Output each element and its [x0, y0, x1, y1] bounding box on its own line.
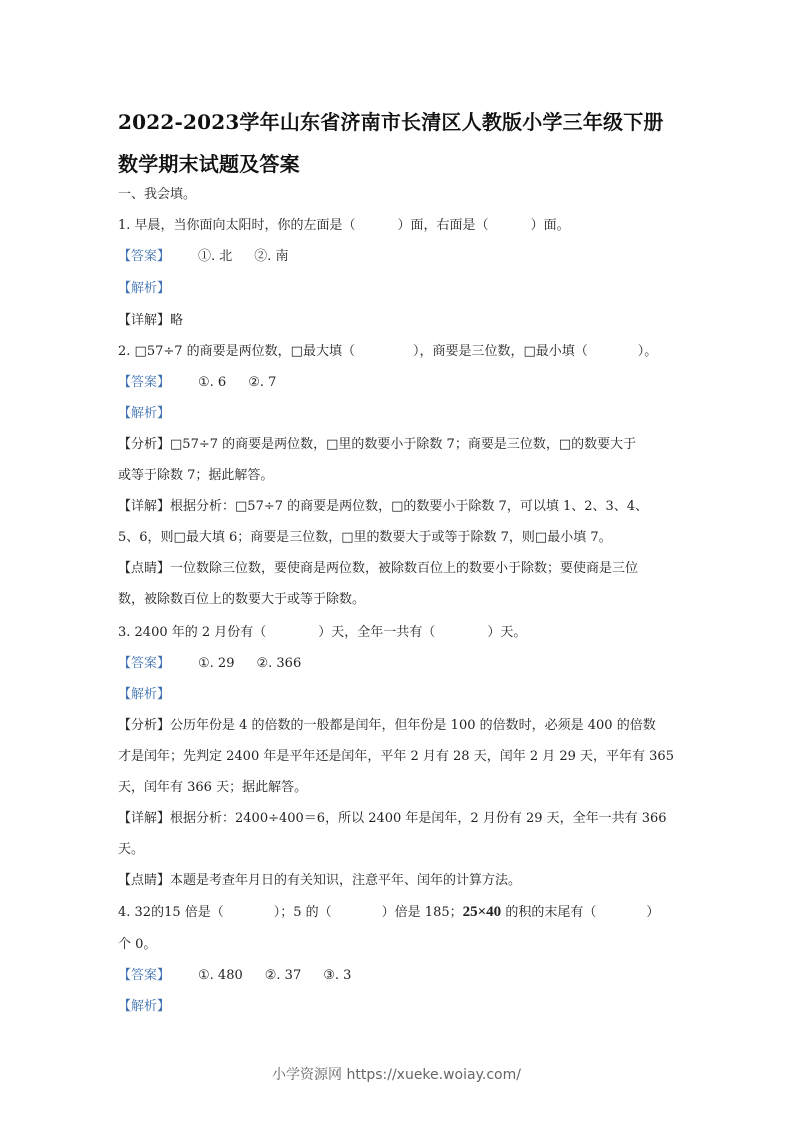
stem-part: ），商要是三位数，□最小填（ — [412, 344, 588, 359]
detail-label: 【详解】 — [118, 313, 171, 328]
stem-part: ）天，全年一共有（ — [318, 625, 436, 640]
question-3-analysis — [118, 718, 656, 734]
stem-part: 1. 早晨，当你面向太阳时，你的左面是（ — [118, 218, 356, 233]
detail-text: 略 — [170, 313, 184, 328]
answer-item: ①. 北 — [198, 249, 233, 264]
stem-part: 2. □57÷7 的商要是两位数，□最大填（ — [118, 344, 355, 359]
detail-label: 【详解】 — [118, 499, 171, 514]
stem-part: 3. 2400 年的 2 月份有（ — [118, 625, 267, 640]
question-4-stem — [118, 904, 659, 921]
answer-item: ①. 480 — [198, 968, 243, 983]
tip-text: 本题是考查年月日的有关知识，注意平年、闰年的计算方法。 — [170, 873, 522, 888]
answer-item: ①. 29 — [198, 656, 235, 671]
question-3-detail-cont: 天。 — [118, 842, 145, 857]
question-3-analysis-cont2: 天，闰年有 366 天；据此解答。 — [118, 780, 308, 795]
question-3-answer — [118, 656, 301, 672]
question-1-detail — [118, 313, 183, 329]
question-2-detail-cont: 5、6，则□最大填 6；商要是三位数，□里的数要大于或等于除数 7，则□最小填 7。 — [118, 530, 612, 545]
tip-label: 【点睛】 — [118, 873, 171, 888]
footer-watermark: 小学资源网 https://xueke.woiay.com/ — [272, 1067, 521, 1083]
question-2-stem — [118, 344, 657, 360]
question-2-analysis-label: 【解析】 — [118, 406, 171, 421]
question-2-tip-cont: 数，被除数百位上的数要大于或等于除数。 — [118, 592, 366, 607]
stem-part: ）倍是 185； — [381, 905, 463, 920]
answer-item: ②. 37 — [264, 968, 302, 983]
analysis-text: 公历年份是 4 的倍数的一般都是闰年，但年份是 100 的倍数时，必须是 400 的倍数 — [170, 718, 656, 733]
document-title-line2: 数学期末试题及答案 — [118, 152, 300, 176]
stem-part: ）；5 的（ — [273, 905, 332, 920]
question-2-analysis — [118, 437, 636, 453]
stem-part: ） — [646, 905, 660, 920]
analysis-text: □57÷7 的商要是两位数，□里的数要小于除数 7；商要是三位数，□的数要大于 — [170, 437, 637, 452]
question-4-stem-cont: 个 0。 — [118, 937, 157, 952]
question-3-stem — [118, 625, 526, 641]
detail-label: 【详解】 — [118, 811, 171, 826]
section-heading: 一、我会填。 — [118, 187, 197, 202]
answer-item: ③. 3 — [323, 968, 352, 983]
question-4-answer — [118, 968, 351, 984]
question-2-answer — [118, 375, 276, 391]
question-3-tip — [118, 873, 521, 889]
math-expression: 25×40 — [462, 904, 502, 920]
question-3-detail — [118, 811, 667, 827]
answer-item: ①. 6 — [198, 375, 227, 390]
answer-label: 【答案】 — [118, 375, 171, 390]
question-1-answer — [118, 249, 289, 265]
question-4-analysis-label: 【解析】 — [118, 999, 171, 1014]
question-1-stem — [118, 218, 570, 234]
question-2-detail — [118, 499, 648, 515]
question-3-analysis-cont: 才是闰年；先判定 2400 年是平年还是闰年，平年 2 月有 28 天，闰年 2 月 29 天，平年有 365 — [118, 749, 674, 764]
answer-label: 【答案】 — [118, 249, 171, 264]
stem-part: ）。 — [637, 344, 658, 359]
analysis-label: 【分析】 — [118, 437, 171, 452]
tip-text: 一位数除三位数，要使商是两位数，被除数百位上的数要小于除数；要使商是三位 — [170, 561, 639, 576]
answer-label: 【答案】 — [118, 968, 171, 983]
answer-item: ②. 7 — [248, 375, 277, 390]
answer-item: ②. 南 — [254, 249, 289, 264]
answer-label: 【答案】 — [118, 656, 171, 671]
stem-part: ）面，右面是（ — [397, 218, 489, 233]
answer-item: ②. 366 — [256, 656, 302, 671]
question-1-analysis-label: 【解析】 — [118, 281, 171, 296]
document-title-line1: 2022-2023学年山东省济南市长清区人教版小学三年级下册 — [118, 110, 664, 134]
detail-text: 根据分析：2400÷400＝6，所以 2400 年是闰年，2 月份有 29 天，全年一共有 366 — [170, 811, 667, 826]
tip-label: 【点睛】 — [118, 561, 171, 576]
stem-part: ）面。 — [530, 218, 570, 233]
question-2-tip — [118, 561, 638, 577]
stem-part: ）天。 — [487, 625, 527, 640]
question-3-analysis-label: 【解析】 — [118, 687, 171, 702]
question-2-analysis-cont: 或等于除数 7；据此解答。 — [118, 468, 274, 483]
stem-part: 的积的末尾有（ — [501, 905, 597, 920]
stem-part: 4. 32的15 倍是（ — [118, 905, 224, 920]
detail-text: 根据分析：□57÷7 的商要是两位数，□的数要小于除数 7，可以填 1、2、3、4、 — [170, 499, 649, 514]
analysis-label: 【分析】 — [118, 718, 171, 733]
